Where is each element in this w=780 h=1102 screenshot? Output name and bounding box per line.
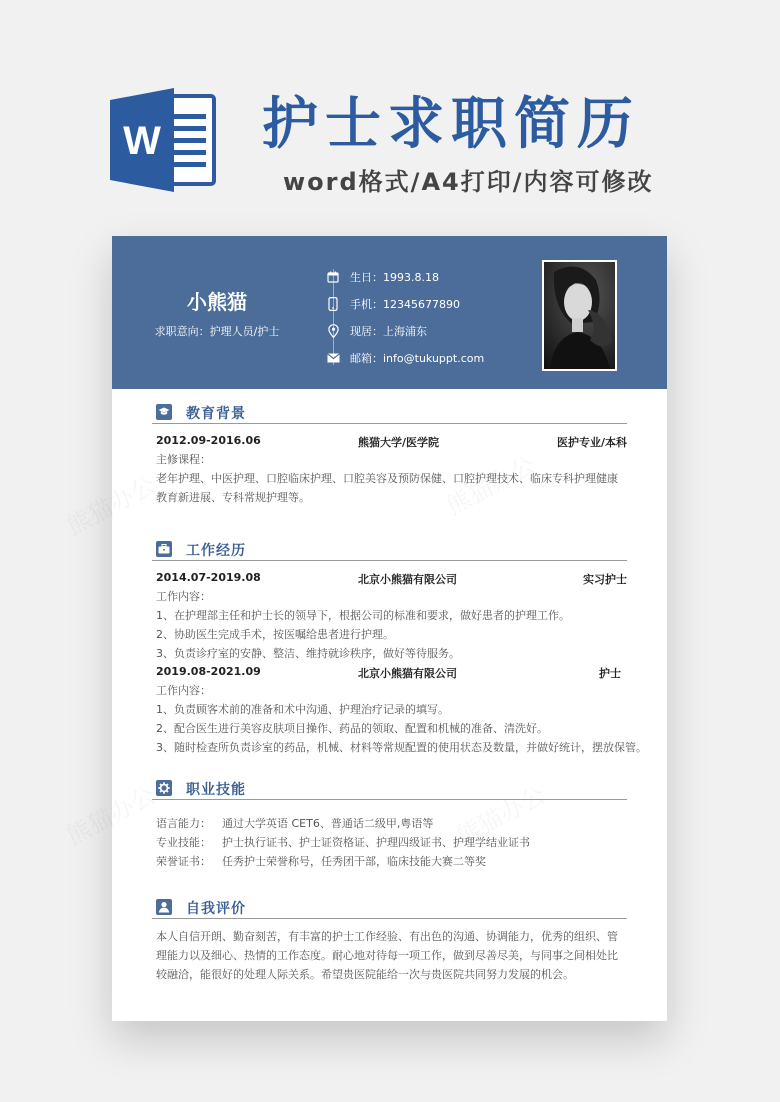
section-title: 教育背景 (186, 406, 246, 422)
skill-value: 护士执行证书、护士证资格证、护理四级证书、护理学结业证书 (222, 836, 530, 849)
job-duty: 1、负责顾客术前的准备和术中沟通、护理治疗记录的填写。 (156, 703, 449, 716)
job-content-label: 工作内容： (156, 684, 211, 697)
section-header (152, 778, 627, 800)
section-title: 自我评价 (186, 901, 246, 917)
watermark (59, 466, 160, 542)
education-row (152, 432, 627, 450)
calendar-icon (326, 270, 340, 284)
briefcase-icon (156, 541, 172, 557)
section-work (152, 539, 647, 757)
job-company: 北京小熊猫有限公司 (358, 573, 457, 586)
skill-row (152, 814, 627, 833)
section-title: 职业技能 (186, 782, 246, 798)
section-header (152, 539, 627, 561)
svg-text:W: W (123, 119, 161, 163)
job-row (152, 569, 627, 587)
section-divider (152, 799, 627, 800)
job-intent: 求职意向：护理人员/护士 (154, 325, 280, 338)
job-duty: 2、配合医生进行美容皮肤项目操作、药品的领取、配置和机械的准备、清洗好。 (156, 722, 548, 735)
location-icon (326, 324, 340, 338)
skill-row (152, 833, 627, 852)
job-duty: 2、协助医生完成手术，按医嘱给患者进行护理。 (156, 628, 394, 641)
job-duty: 1、在护理部主任和护士长的领导下，根据公司的标准和要求，做好患者的护理工作。 (156, 609, 570, 622)
info-phone: 手机：12345677890 (326, 296, 460, 312)
job-entry (152, 663, 647, 757)
watermark (59, 776, 160, 852)
promo-banner (0, 0, 780, 230)
job-content-label: 工作内容： (156, 590, 211, 603)
job-row (152, 663, 627, 681)
job-duty: 3、负责诊疗室的安静、整洁、维持就诊秩序，做好等待服务。 (156, 647, 460, 660)
skill-value: 任秀护士荣誉称号，任秀团干部，临床技能大赛二等奖 (222, 855, 486, 868)
info-location: 现居：上海浦东 (326, 323, 427, 339)
job-position: 护士 (599, 667, 621, 680)
section-divider (152, 560, 627, 561)
job-period: 2019.08-2021.09 (156, 665, 261, 678)
graduation-cap-icon (156, 404, 172, 420)
self-evaluation-text: 本人自信开朗、勤奋刻苦，有丰富的护士工作经验、有出色的沟通、协调能力，优秀的组织、管理能力以及细心、热情的工作态度。耐心地对待每一项工作，做到尽善尽美，与同事之间相处比较融洽，能很好的处理人际关系。希望贵医院能给一次与贵医院共同努力发展的机会。 (156, 930, 618, 981)
resume-page (112, 236, 667, 1021)
word-logo-icon (108, 84, 220, 196)
courses-text: 老年护理、中医护理、口腔临床护理、口腔美容及预防保健、口腔护理技术、临床专科护理健康教育新进展、专科常规护理等。 (156, 472, 618, 504)
section-self-evaluation (152, 897, 627, 984)
skill-key: 专业技能： (156, 836, 211, 849)
profile-photo (542, 260, 617, 371)
info-birthday: 生日：1993.8.18 (326, 269, 439, 285)
job-duty: 3、随时检查所负责诊室的药品，机械、材料等常规配置的使用状态及数量，并做好统计，摆放保管。 (156, 741, 647, 754)
skill-value: 通过大学英语 CET6、普通话二级甲,粤语等 (222, 817, 434, 830)
education-period: 2012.09-2016.06 (156, 434, 261, 447)
candidate-name: 小熊猫 (187, 290, 247, 314)
section-education (152, 402, 627, 507)
section-header (152, 402, 627, 424)
section-divider (152, 918, 627, 919)
phone-icon (326, 297, 340, 311)
job-period: 2014.07-2019.08 (156, 571, 261, 584)
job-company: 北京小熊猫有限公司 (358, 667, 457, 680)
education-school: 熊猫大学/医学院 (358, 436, 440, 449)
section-divider (152, 423, 627, 424)
skill-key: 语言能力： (156, 817, 211, 830)
banner-subtitle: word格式/A4打印/内容可修改 (283, 168, 654, 196)
courses-label: 主修课程： (156, 453, 211, 466)
section-header (152, 897, 627, 919)
section-skills (152, 778, 627, 871)
skill-row (152, 852, 627, 871)
education-major: 医护专业/本科 (556, 436, 627, 449)
resume-header (112, 236, 667, 389)
gear-icon (156, 780, 172, 796)
skill-key: 荣誉证书： (156, 855, 211, 868)
info-email: 邮箱：info@tukuppt.com (326, 350, 484, 366)
mail-icon (326, 351, 340, 365)
person-icon (156, 899, 172, 915)
banner-title: 护士求职简历 (262, 92, 640, 157)
job-position: 实习护士 (583, 573, 627, 586)
section-title: 工作经历 (186, 543, 246, 559)
job-entry (152, 569, 627, 663)
